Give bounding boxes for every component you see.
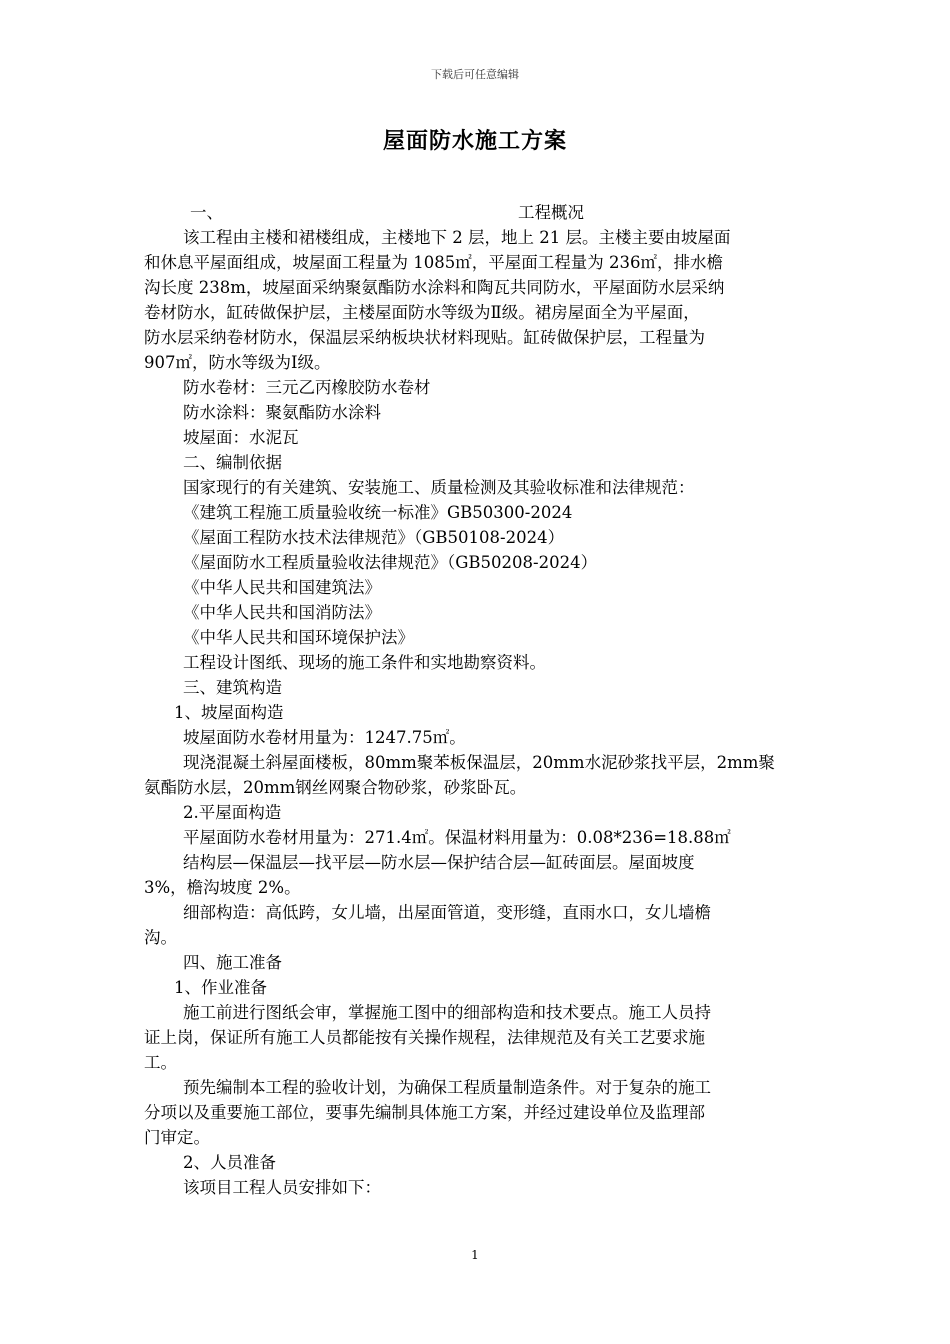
page-number: 1 <box>471 1248 479 1262</box>
section-heading: 四、施工准备 <box>183 953 282 972</box>
paragraph-line: 工。 <box>144 1053 177 1072</box>
reference-item: 《屋面防水工程质量验收法律规范》（GB50208-2024） <box>183 553 598 572</box>
subsection-heading: 1、坡屋面构造 <box>174 703 284 722</box>
paragraph-line: 907㎡，防水等级为Ⅰ级。 <box>144 353 331 372</box>
material-line: 坡屋面：水泥瓦 <box>183 428 299 447</box>
reference-item: 《中华人民共和国消防法》 <box>183 603 381 622</box>
paragraph-line: 细部构造：高低跨，女儿墙，出屋面管道，变形缝，直雨水口，女儿墙檐 <box>183 903 711 922</box>
paragraph-line: 结构层—保温层—找平层—防水层—保护结合层—缸砖面层。屋面坡度 <box>183 853 695 872</box>
paragraph-line: 卷材防水，缸砖做保护层，主楼屋面防水等级为Ⅱ级。裙房屋面全为平屋面， <box>144 303 700 322</box>
subsection-heading: 2.平屋面构造 <box>183 803 282 822</box>
header-note: 下载后可任意编辑 <box>431 68 519 81</box>
section-title: 工程概况 <box>518 203 584 222</box>
paragraph-line: 坡屋面防水卷材用量为：1247.75㎡。 <box>183 728 466 747</box>
section-heading: 二、编制依据 <box>183 453 282 472</box>
paragraph-line: 现浇混凝土斜屋面楼板，80mm聚苯板保温层，20mm水泥砂浆找平层，2mm聚 <box>183 753 775 772</box>
section-heading: 三、建筑构造 <box>183 678 282 697</box>
reference-item: 《中华人民共和国环境保护法》 <box>183 628 414 647</box>
material-line: 防水涂料：聚氨酯防水涂料 <box>183 403 381 422</box>
paragraph-line: 国家现行的有关建筑、安装施工、质量检测及其验收标准和法律规范： <box>183 478 695 497</box>
subsection-heading: 1、作业准备 <box>174 978 267 997</box>
paragraph-line: 和休息平屋面组成，坡屋面工程量为 1085㎡，平屋面工程量为 236㎡，排水檐 <box>144 253 723 272</box>
paragraph-line: 工程设计图纸、现场的施工条件和实地勘察资料。 <box>183 653 546 672</box>
paragraph-line: 证上岗，保证所有施工人员都能按有关操作规程，法律规范及有关工艺要求施 <box>144 1028 705 1047</box>
paragraph-line: 预先编制本工程的验收计划，为确保工程质量制造条件。对于复杂的施工 <box>183 1078 711 1097</box>
paragraph-line: 沟长度 238m，坡屋面采纳聚氨酯防水涂料和陶瓦共同防水，平屋面防水层采纳 <box>144 278 725 297</box>
subsection-heading: 2、人员准备 <box>183 1153 276 1172</box>
document-body <box>144 200 808 1200</box>
paragraph-line: 门审定。 <box>144 1128 210 1147</box>
document-title: 屋面防水施工方案 <box>382 128 567 154</box>
reference-item: 《中华人民共和国建筑法》 <box>183 578 381 597</box>
paragraph-line: 施工前进行图纸会审，掌握施工图中的细部构造和技术要点。施工人员持 <box>183 1003 711 1022</box>
section-heading-overview <box>144 200 808 225</box>
paragraph-line: 该工程由主楼和裙楼组成，主楼地下 2 层，地上 21 层。主楼主要由坡屋面 <box>183 228 731 247</box>
section-number: 一、 <box>190 203 223 222</box>
paragraph-line: 防水层采纳卷材防水，保温层采纳板块状材料现贴。缸砖做保护层，工程量为 <box>144 328 705 347</box>
material-line: 防水卷材：三元乙丙橡胶防水卷材 <box>183 378 431 397</box>
reference-item: 《建筑工程施工质量验收统一标准》GB50300-2024 <box>183 503 573 522</box>
paragraph-line: 沟。 <box>144 928 177 947</box>
paragraph-line: 平屋面防水卷材用量为：271.4㎡。保温材料用量为：0.08*236=18.88㎡ <box>183 828 731 847</box>
paragraph-line: 该项目工程人员安排如下： <box>183 1178 381 1197</box>
paragraph-line: 3%，檐沟坡度 2%。 <box>144 878 301 897</box>
paragraph-line: 氨酯防水层，20mm钢丝网聚合物砂浆，砂浆卧瓦。 <box>144 778 527 797</box>
reference-item: 《屋面工程防水技术法律规范》（GB50108-2024） <box>183 528 565 547</box>
paragraph-line: 分项以及重要施工部位，要事先编制具体施工方案，并经过建设单位及监理部 <box>144 1103 705 1122</box>
